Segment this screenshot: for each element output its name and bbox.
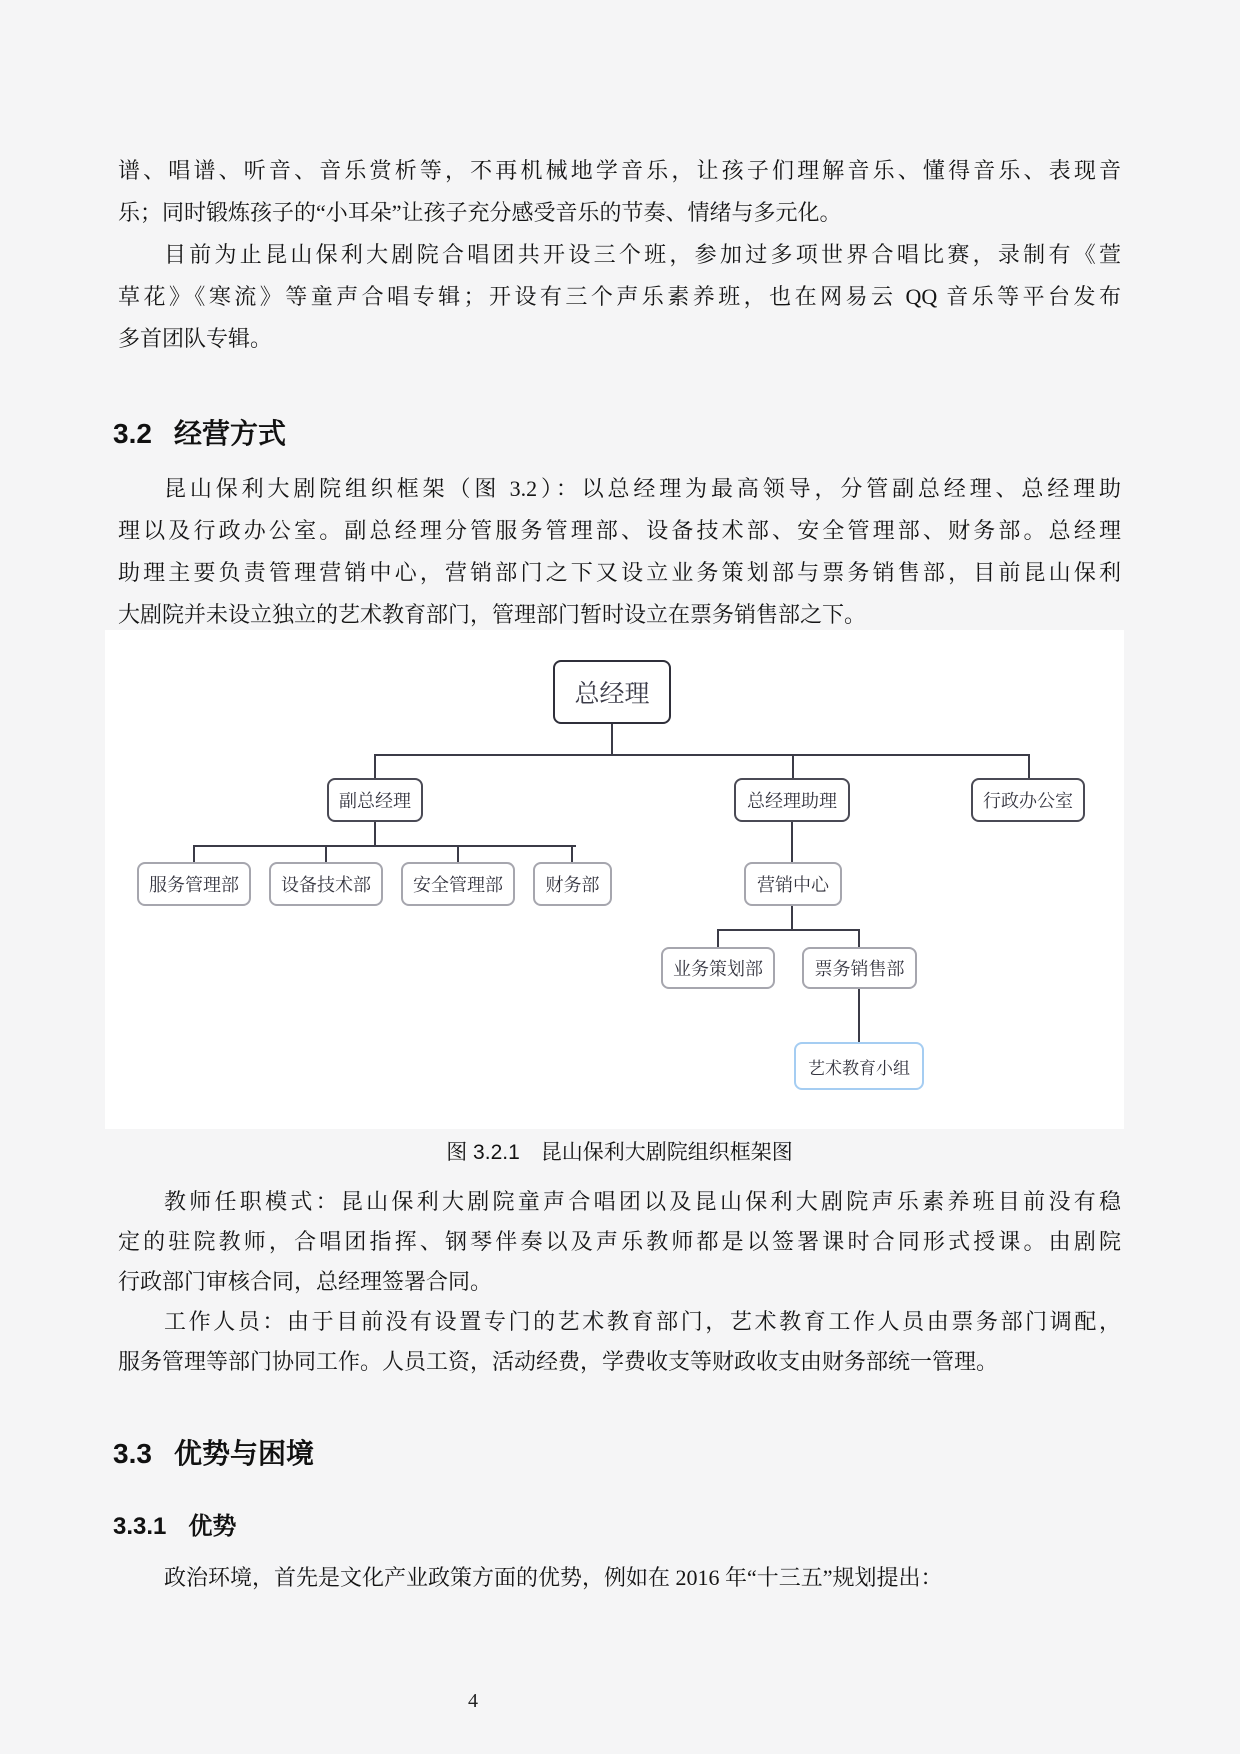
page-number: 4: [468, 1690, 478, 1712]
paragraph-line: 大剧院并未设立独立的艺术教育部门，管理部门暂时设立在票务销售部之下。: [118, 602, 867, 627]
org-node-service-management-dept: 服务管理部: [137, 862, 251, 906]
org-node-equipment-technology-dept: 设备技术部: [269, 862, 383, 906]
connector-line: [193, 845, 576, 847]
section-heading-3-3-1: [113, 1506, 236, 1541]
connector-line: [571, 845, 573, 863]
org-node-finance-dept: 财务部: [533, 862, 612, 906]
connector-line: [325, 845, 327, 863]
section-heading-3-2: [113, 412, 286, 452]
org-node-gm-assistant: 总经理助理: [734, 778, 850, 822]
org-node-art-education-group: 艺术教育小组: [794, 1042, 924, 1090]
paragraph-line: 助理主要负责管理营销中心，营销部门之下又设立业务策划部与票务销售部，目前昆山保利: [118, 560, 1121, 585]
org-node-marketing-center: 营销中心: [744, 862, 842, 906]
org-node-general-manager: 总经理: [553, 660, 671, 724]
section-title: 经营方式: [173, 418, 286, 449]
section-heading-3-3: [113, 1432, 314, 1472]
org-node-deputy-general-manager: 副总经理: [327, 778, 423, 822]
connector-line: [374, 754, 376, 779]
connector-line: [717, 929, 719, 948]
org-node-business-planning-dept: 业务策划部: [661, 947, 775, 989]
paragraph-line: 行政部门审核合同，总经理签署合同。: [118, 1269, 493, 1294]
paragraph-line: 教师任职模式：昆山保利大剧院童声合唱团以及昆山保利大剧院声乐素养班目前没有稳: [164, 1189, 1121, 1214]
connector-line: [791, 906, 793, 930]
connector-line: [374, 754, 1030, 756]
paragraph-line: 服务管理等部门协同工作。人员工资，活动经费，学费收支等财政收支由财务部统一管理。: [118, 1349, 999, 1374]
paragraph-line: 目前为止昆山保利大剧院合唱团共开设三个班，参加过多项世界合唱比赛，录制有《萱: [164, 242, 1121, 267]
connector-line: [858, 989, 860, 1042]
connector-line: [858, 929, 860, 948]
paragraph-line: 政治环境，首先是文化产业政策方面的优势，例如在 2016 年“十三五”规划提出：: [164, 1565, 943, 1590]
section-number: 3.3: [113, 1438, 152, 1469]
paragraph-intro: [118, 150, 1121, 360]
paragraph-line: 乐；同时锻炼孩子的“小耳朵”让孩子充分感受音乐的节奏、情绪与多元化。: [118, 200, 842, 225]
paragraph-line: 谱、唱谱、听音、音乐赏析等，不再机械地学音乐，让孩子们理解音乐、懂得音乐、表现音: [118, 158, 1121, 183]
connector-line: [374, 822, 376, 846]
paragraph-line: 理以及行政办公室。副总经理分管服务管理部、设备技术部、安全管理部、财务部。总经理: [118, 518, 1121, 543]
connector-line: [611, 724, 613, 755]
section-number: 3.2: [113, 418, 152, 449]
connector-line: [457, 845, 459, 863]
paragraph-line: 草花》《寒流》等童声合唱专辑；开设有三个声乐素养班，也在网易云 QQ 音乐等平台发布: [118, 284, 1121, 309]
section-title: 优势: [188, 1513, 237, 1540]
section-title: 优势与困境: [173, 1438, 314, 1469]
section-number: 3.3.1: [113, 1513, 167, 1540]
paragraph-advantages: [118, 1557, 1121, 1599]
paragraph-line: 昆山保利大剧院组织框架（图 3.2）：以总经理为最高领导，分管副总经理、总经理助: [164, 476, 1121, 501]
paragraph-business-model: [118, 468, 1121, 636]
org-node-ticket-sales-dept: 票务销售部: [802, 947, 917, 989]
figure-caption: 图 3.2.1 昆山保利大剧院组织框架图: [446, 1141, 793, 1164]
connector-line: [791, 822, 793, 863]
paragraph-line: 工作人员：由于目前没有设置专门的艺术教育部门，艺术教育工作人员由票务部门调配，: [164, 1309, 1121, 1334]
connector-line: [1028, 754, 1030, 779]
connector-line: [193, 845, 195, 863]
org-node-administrative-office: 行政办公室: [971, 778, 1085, 822]
paragraph-teachers-staff: [118, 1182, 1121, 1382]
connector-line: [792, 754, 794, 779]
paragraph-line: 多首团队专辑。: [118, 326, 273, 351]
paragraph-line: 定的驻院教师，合唱团指挥、钢琴伴奏以及声乐教师都是以签署课时合同形式授课。由剧院: [118, 1229, 1121, 1254]
org-node-safety-management-dept: 安全管理部: [401, 862, 515, 906]
connector-line: [717, 929, 860, 931]
